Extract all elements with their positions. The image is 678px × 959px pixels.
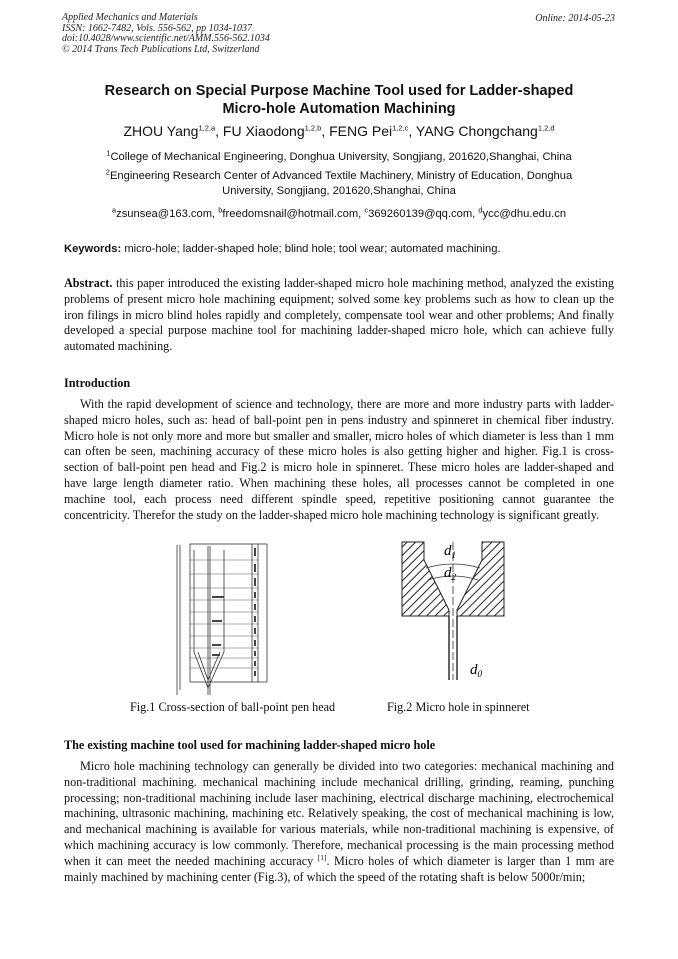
author-name: YANG Chongchang [415, 123, 538, 139]
spinneret-left-body [402, 542, 449, 616]
fig2-d2-label: $d_2$ [444, 565, 456, 582]
journal-header [62, 13, 270, 55]
affiliation-2-line-2: University, Songjiang, 201620,Shanghai, China [222, 185, 456, 197]
email-separator: , [358, 208, 365, 220]
author-name: FU Xiaodong [222, 123, 305, 139]
affiliation-2-sup: 2 [105, 167, 110, 177]
author-affiliation-sup: 1,2,d [537, 123, 555, 133]
author-emails [60, 207, 618, 222]
author-list [40, 123, 638, 139]
journal-name: Applied Mechanics and Materials [62, 12, 198, 23]
intro-heading: Introduction [64, 376, 131, 390]
fig2-caption: Fig.2 Micro hole in spinneret [387, 700, 530, 714]
keywords-text: micro-hole; ladder-shaped hole; blind hole; tool wear; automated machining. [124, 243, 501, 255]
section2-paragraph [64, 759, 614, 885]
author-email[interactable]: zsunsea@163.com [116, 208, 213, 220]
citation-1: [1] [317, 852, 327, 862]
spinneret-right-body [457, 542, 504, 616]
issn-line: ISSN: 1662-7482, Vols. 556-562, pp 1034-1037 [62, 22, 252, 34]
affiliation-2 [60, 169, 618, 199]
paper-title [40, 82, 638, 118]
copyright-line: © 2014 Trans Tech Publications Ltd, Switzerland [62, 43, 260, 55]
email-separator: , [472, 208, 479, 220]
author-name: FENG Pei [329, 123, 393, 139]
author-email[interactable]: freedomsnail@hotmail.com [222, 208, 359, 220]
title-line-2: Micro-hole Automation Machining [222, 101, 456, 117]
author-affiliation-sup: 1,2,b [304, 123, 322, 133]
author-affiliation-sup: 1,2,a [198, 123, 216, 133]
fig1-pen-head-cross-section [172, 540, 278, 698]
author-separator: , [408, 123, 416, 139]
email-sup: c [364, 205, 369, 215]
section2-heading: The existing machine tool used for machining ladder-shaped micro hole [64, 738, 436, 752]
section2-text-2: . Micro holes of which diameter is larger than 1 mm are mainly machined by machining center (Fig.3), of which the speed of the rotating shaft is below 5000r/min; [64, 853, 615, 884]
abstract-text: this paper introduced the existing ladder-shaped micro hole machining method, analyzed the existing problems of present micro hole machining equipment; solved some key problems such as how to clean up the iron filings in micro blind holes rapidly and completely, compensate tool wear and other problems; And finally developed a special purpose machine tool for machining ladder-shaped micro hole, which can achieve fully automated machining. [64, 276, 614, 354]
fig2-d0-label: $d_0$ [470, 662, 482, 679]
email-sup: a [111, 205, 117, 215]
email-sup: b [218, 205, 223, 215]
author-email[interactable]: ycc@dhu.edu.cn [482, 208, 567, 220]
fig2-spinneret-micro-hole [400, 540, 506, 685]
doi-line: doi:10.4028/www.scientific.net/AMM.556-562.1034 [62, 33, 270, 45]
author-name: ZHOU Yang [123, 123, 199, 139]
email-sup: d [478, 205, 483, 215]
online-date: Online: 2014-05-23 [535, 13, 615, 24]
affiliation-2-line-1: Engineering Research Center of Advanced Textile Machinery, Ministry of Education, Donghua [109, 170, 573, 182]
affiliation-1-text: College of Mechanical Engineering, Donghua University, Songjiang, 201620,Shanghai, China [110, 151, 572, 163]
intro-paragraph: With the rapid development of science and technology, there are more and more industry parts with ladder-shaped micro holes, such as: head of ball-point pen in pens industry and spinneret in chemical fiber industry. Micro hole is not only more and more but smaller and smaller, micro holes of which diameter is less than 1 mm can often be seen, machining accuracy of these micro holes is also getting higher and higher. Fig.1 is cross-section of ball-point pen head and Fig.2 is micro hole in spinneret. These micro holes are ladder-shaped and have large length diameter ratio. When machining these holes, all processes cannot be completed in one machine tool, each process need different spindle speed, repetitive positioning cannot guarantee the concentricity. Therefor the study on the ladder-shaped micro hole machining technology is significant greatly. [64, 397, 614, 522]
abstract [64, 276, 614, 355]
author-separator: , [215, 123, 223, 139]
author-separator: , [321, 123, 330, 139]
author-affiliation-sup: 1,2,c [392, 123, 409, 133]
fig2-d1-label: $d_1$ [444, 543, 456, 560]
title-line-1: Research on Special Purpose Machine Tool used for Ladder-shaped [104, 83, 574, 99]
abstract-label: Abstract. [64, 276, 113, 290]
fig1-caption: Fig.1 Cross-section of ball-point pen head [130, 700, 336, 714]
affiliation-1-sup: 1 [106, 148, 111, 158]
email-separator: , [212, 208, 219, 220]
author-email[interactable]: 369260139@qq.com [368, 208, 473, 220]
section2-text-1: Micro hole machining technology can generally be divided into two categories: mechanical machining and non-traditional machining. mechanical machining include mechanical drilling, grinding, reaming, punching processing; non-traditional machining include laser machining, electrical discharge machining, electrochemical machining, ultrasonic machining, machining etc. Relatively speaking, the cost of mechanical machining is low, and mechanical machining is available for various materials, while non-traditional machining is expensive, of which machining accuracy is low commonly. Therefore, mechanical processing is the main processing method when it can meet the needed machining accuracy [64, 759, 614, 868]
affiliation-1 [60, 150, 618, 165]
keywords [64, 243, 501, 255]
keywords-label: Keywords: [64, 243, 122, 255]
